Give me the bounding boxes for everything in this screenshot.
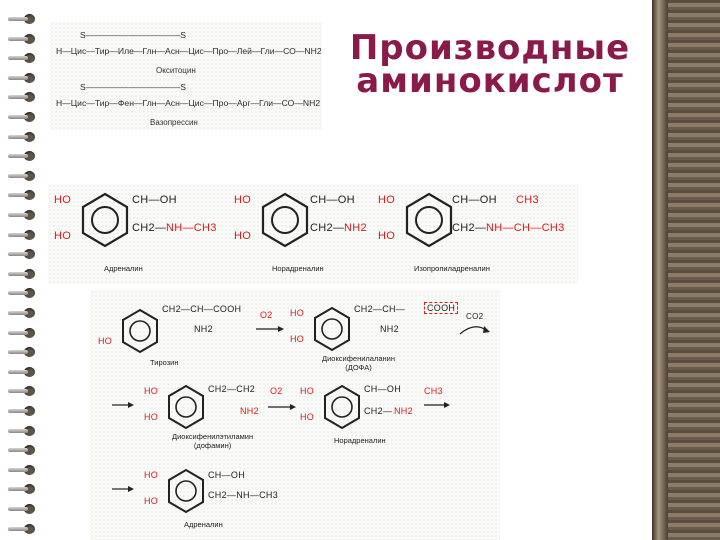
- dopamine-chain: CH2—CH2: [208, 384, 256, 394]
- isopropyl-ho-1: HO: [378, 194, 396, 206]
- spiral-ring: [6, 465, 36, 475]
- tyrosine-ho: HO: [98, 336, 113, 346]
- syn-adrenaline-chain: CH2—NH—CH3: [208, 490, 279, 500]
- syn-adrenaline-choh: CH—OH: [208, 470, 245, 480]
- spiral-ring: [6, 92, 36, 102]
- spiral-ring: [6, 406, 36, 416]
- co2-label: CO2: [466, 312, 484, 321]
- oxytocin-sequence: H—Цис—Тир—Иле—Глн—Асн—Цис—Про—Лей—Гли—СО—NH2: [56, 46, 322, 56]
- adrenaline-caption: Адреналин: [104, 264, 143, 273]
- spiral-ring: [6, 112, 36, 122]
- isopropyl-benzene-ring: [404, 192, 454, 248]
- spiral-ring: [6, 132, 36, 142]
- spiral-ring: [6, 171, 36, 181]
- spiral-ring: [6, 14, 36, 24]
- spiral-ring: [6, 308, 36, 318]
- dopa-nh2: NH2: [380, 324, 399, 334]
- spiral-ring: [6, 524, 36, 534]
- tyrosine-chain: CH2—CH—COOH: [162, 304, 242, 314]
- noradrenaline-choh: CH—OH: [310, 194, 355, 206]
- syn-adrenaline-benzene-ring: [166, 468, 206, 514]
- oxytocin-caption: Окситоцин: [156, 66, 196, 75]
- adrenaline-ho-1: HO: [54, 194, 72, 206]
- oxytocin-disulfide: S———————————S: [80, 30, 186, 40]
- dopa-cooh: COOH: [424, 302, 458, 314]
- wood-frame-inner-edge: [652, 0, 668, 540]
- vasopressin-disulfide: S———————————S: [80, 82, 186, 92]
- spiral-ring: [6, 230, 36, 240]
- dopa-ho-1: HO: [290, 308, 305, 318]
- dopa-caption: Диоксифенилаланин (ДОФА): [322, 354, 395, 372]
- adrenaline-nhch3: NH—CH3: [166, 222, 217, 234]
- isopropyl-amine-chain: NH—CH—CH3: [486, 222, 565, 234]
- dopa-benzene-ring: [312, 306, 352, 352]
- step2-arrow: [112, 402, 134, 408]
- notebook-binding: [0, 0, 46, 540]
- syn-adrenaline-caption: Адреналин: [184, 520, 223, 529]
- syn-noradrenaline-ch2: CH2—: [364, 406, 393, 416]
- tyrosine-benzene-ring: [120, 308, 160, 354]
- spiral-ring: [6, 249, 36, 259]
- spiral-ring: [6, 151, 36, 161]
- isopropyl-ho-2: HO: [378, 230, 396, 242]
- spiral-ring: [6, 386, 36, 396]
- noradrenaline-caption: Норадреналин: [272, 264, 324, 273]
- adrenaline-benzene-ring: [80, 192, 130, 248]
- tyrosine-caption: Тирозин: [150, 358, 179, 367]
- step4-ch3: CH3: [424, 386, 443, 396]
- spiral-ring: [6, 190, 36, 200]
- adrenaline-ch2: CH2—: [132, 222, 167, 234]
- spiral-ring: [6, 34, 36, 44]
- isopropyl-choh: CH—OH: [452, 194, 497, 206]
- spiral-ring: [6, 484, 36, 494]
- spiral-ring: [6, 426, 36, 436]
- catecholamine-synthesis-panel: [90, 290, 500, 540]
- syn-noradrenaline-ho-2: HO: [300, 412, 315, 422]
- spiral-ring: [6, 53, 36, 63]
- spiral-ring: [6, 328, 36, 338]
- spiral-ring: [6, 210, 36, 220]
- dopamine-benzene-ring: [166, 384, 206, 430]
- dopamine-ho-1: HO: [144, 386, 159, 396]
- syn-noradrenaline-benzene-ring: [322, 384, 362, 430]
- tyrosine-nh2: NH2: [194, 324, 213, 334]
- slide-title: Производные аминокислот: [349, 28, 631, 101]
- spiral-ring: [6, 367, 36, 377]
- noradrenaline-ho-2: HO: [234, 230, 252, 242]
- vasopressin-caption: Вазопрессин: [150, 118, 198, 127]
- step1-o2: O2: [260, 310, 273, 320]
- syn-adrenaline-ho-1: HO: [144, 470, 159, 480]
- syn-noradrenaline-choh: CH—OH: [364, 384, 401, 394]
- syn-adrenaline-ho-2: HO: [144, 496, 159, 506]
- isopropyl-ch2: CH2—: [452, 222, 487, 234]
- step4-arrow: [424, 402, 450, 408]
- noradrenaline-ho-1: HO: [234, 194, 252, 206]
- noradrenaline-benzene-ring: [260, 192, 310, 248]
- syn-noradrenaline-nh2: NH2: [394, 406, 413, 416]
- decarboxylation-arrow: [460, 324, 490, 338]
- step5-arrow: [112, 486, 134, 492]
- step1-arrow: [256, 326, 284, 332]
- isopropyl-ch3: CH3: [516, 194, 539, 206]
- noradrenaline-nh2: NH2: [344, 222, 367, 234]
- dopamine-nh2: NH2: [240, 406, 259, 416]
- dopamine-caption: Диоксифенилэтиламин (дофамин): [172, 432, 254, 450]
- spiral-ring: [6, 269, 36, 279]
- step3-o2: O2: [270, 386, 283, 396]
- peptide-hormones-panel: [50, 22, 322, 130]
- step3-arrow: [268, 404, 296, 410]
- spiral-ring: [6, 73, 36, 83]
- spiral-ring: [6, 504, 36, 514]
- dopa-ho-2: HO: [290, 334, 305, 344]
- spiral-ring: [6, 445, 36, 455]
- adrenaline-ho-2: HO: [54, 230, 72, 242]
- noradrenaline-ch2: CH2—: [310, 222, 345, 234]
- isopropyl-caption: Изопропиладреналин: [414, 264, 490, 273]
- catecholamines-panel: [48, 184, 578, 284]
- spiral-ring: [6, 347, 36, 357]
- vasopressin-sequence: H—Цис—Тир—Фен—Глн—Асн—Цис—Про—Арг—Гли—СО—NH2: [56, 98, 321, 108]
- dopa-chain: CH2—CH—: [354, 304, 406, 314]
- spiral-ring: [6, 288, 36, 298]
- syn-noradrenaline-caption: Норадреналин: [334, 436, 386, 445]
- adrenaline-choh: CH—OH: [132, 194, 177, 206]
- syn-noradrenaline-ho-1: HO: [300, 386, 315, 396]
- dopamine-ho-2: HO: [144, 412, 159, 422]
